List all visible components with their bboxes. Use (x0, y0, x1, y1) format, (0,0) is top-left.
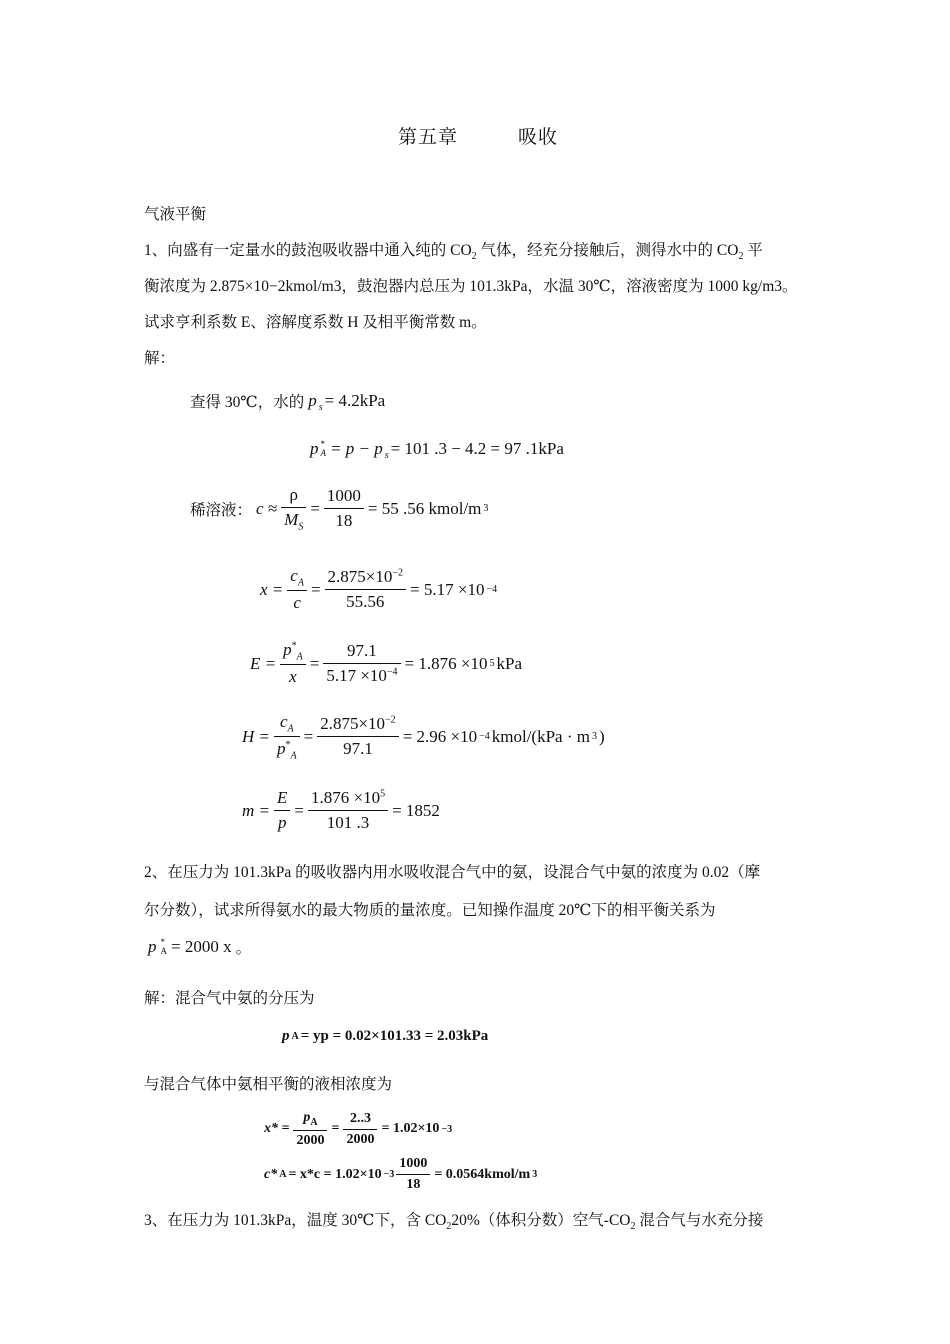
q2-eq-text: 与混合气体中氨相平衡的液相浓度为 (144, 1076, 393, 1093)
q1-c-equation: 稀溶液： c ≈ $\frac{\rho}{M_S}$ = $\frac{1000}{18}$ = 55 .56 kmol/m 3 (190, 485, 489, 533)
q1-line2: 衡浓度为 2.875×10−2kmol/m3，鼓泡器内总压为 101.3kPa，水温 30℃，溶液密度为 1000 kg/m3。 (144, 278, 798, 295)
q1-E-equation: E = $\frac{p^*_A}{x}$ = $\frac{97.1}{5.17 \times 10^{-4}}$ = 1.876 ×10 5 kPa (250, 640, 522, 687)
q2-cstar-equation: c* A = x*c = 1.02×10 −3 $\frac{1000}{18}$ = 0.0564kmol/m 3 (264, 1156, 538, 1192)
q1-H-equation: H = $\frac{c_A}{p^*_A}$ = $\frac{2.875\times 10^{-2}}{97.1}$ = 2.96 ×10 −4 kmol/(kPa · m 3 ) (242, 712, 605, 762)
q1-x-equation: x = $\frac{c_A}{c}$ = $\frac{2.875\times 10^{-2}}{55.56}$ = 5.17 ×10 −4 (260, 566, 498, 613)
q2-relation: p * A = 2000 x 。 (148, 937, 252, 957)
page-title: 第五章 吸收 (398, 127, 559, 148)
q3-line1: 3、在压力为 101.3kPa，温度 30℃下，含 $CO_220\%$（体积分数）空气$-CO_2$ 混合气与水充分接 (144, 1212, 764, 1233)
q2-line1: 2、在压力为 101.3kPa 的吸收器内用水吸收混合气中的氨，设混合气中氨的浓度为 0.02（摩 (144, 864, 761, 881)
q1-ps-line: 查得 30℃，水的 p $_s$ = 4.2kPa (190, 390, 386, 413)
q1-solution-label: 解： (144, 350, 176, 367)
q2-line2: 尔分数），试求所得氨水的最大物质的量浓度。已知操作温度 20℃下的相平衡关系为 (144, 902, 716, 919)
section-heading: 气液平衡 (144, 206, 207, 223)
q1-line3: 试求亨利系数 E、溶解度系数 H 及相平衡常数 m。 (144, 314, 487, 331)
q1-line1: 1、向盛有一定量水的鼓泡吸收器中通入纯的 $CO_2$ 气体，经充分接触后，测得水中的 $CO_2$ 平 (144, 242, 763, 263)
q2-solution-line: 解：混合气中氨的分压为 (144, 990, 315, 1007)
q2-xstar-equation: x* = $\frac{p_A}{2000}$ = $\frac{2..3}{2000}$ = 1.02×10 −3 (264, 1110, 453, 1148)
q2-pa-equation: p A = yp = 0.02×101.33 = 2.03kPa (282, 1028, 489, 1044)
q1-m-equation: m = $\frac{E}{p}$ = $\frac{1.876 \times 10^5}{101 .3}$ = 1852 (242, 788, 440, 832)
q1-pa-equation: p * A = p − p $_s$ = 101 .3 − 4.2 = 97 .1kPa (310, 438, 564, 461)
